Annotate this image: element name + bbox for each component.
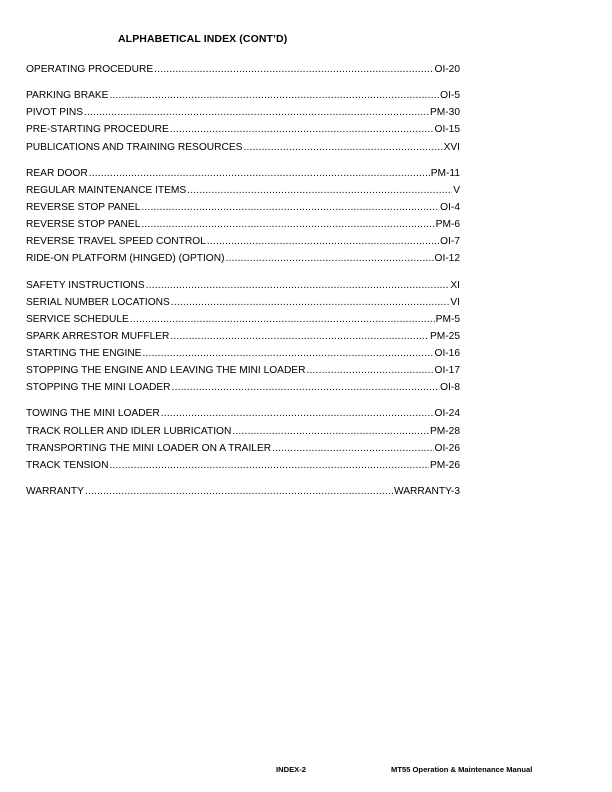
dot-leader bbox=[207, 233, 439, 250]
index-entry-label: SPARK ARRESTOR MUFFLER bbox=[26, 330, 170, 342]
index-entry-label: WARRANTY bbox=[26, 486, 84, 497]
index-entry-label: TRACK TENSION bbox=[26, 459, 109, 471]
index-entry-label: SERVICE SCHEDULE bbox=[26, 313, 129, 325]
index-group bbox=[26, 165, 460, 268]
dot-leader bbox=[243, 139, 442, 156]
index-entry bbox=[26, 250, 460, 267]
index-entry-label: RIDE-ON PLATFORM (HINGED) (OPTION) bbox=[26, 253, 225, 265]
dot-leader bbox=[232, 423, 429, 440]
dot-leader bbox=[141, 199, 439, 216]
dot-leader bbox=[130, 311, 435, 328]
index-entry bbox=[26, 216, 460, 233]
page-title: ALPHABETICAL INDEX (CONT’D) bbox=[118, 33, 288, 45]
index-entry-page: OI-12 bbox=[434, 253, 460, 265]
index-entry-page: OI-20 bbox=[434, 64, 460, 75]
index-entry-page: XVI bbox=[443, 141, 460, 153]
dot-leader bbox=[85, 483, 393, 500]
index-entry-label: SERIAL NUMBER LOCATIONS bbox=[26, 296, 170, 308]
dot-leader bbox=[272, 440, 433, 457]
index-entry-label: STARTING THE ENGINE bbox=[26, 347, 142, 359]
index-entry bbox=[26, 104, 460, 121]
index-entry-label: PIVOT PINS bbox=[26, 107, 83, 119]
index-entry bbox=[26, 440, 460, 457]
index-group bbox=[26, 87, 460, 155]
index-entry bbox=[26, 182, 460, 199]
index-entry-page: OI-4 bbox=[440, 202, 460, 214]
footer-page-label: INDEX-2 bbox=[276, 765, 306, 774]
index-group bbox=[26, 277, 460, 397]
index-entry-page: OI-17 bbox=[434, 365, 460, 377]
index-entry-label: STOPPING THE ENGINE AND LEAVING THE MINI LOADER bbox=[26, 365, 306, 377]
index-entry-label: TRACK ROLLER AND IDLER LUBRICATION bbox=[26, 425, 232, 437]
dot-leader bbox=[109, 87, 439, 104]
index-entry bbox=[26, 199, 460, 216]
index-entry bbox=[26, 87, 460, 104]
index-entry-page: WARRANTY-3 bbox=[393, 486, 460, 497]
index-entry-page: PM-30 bbox=[429, 107, 460, 119]
dot-leader bbox=[306, 362, 433, 379]
index-entry-page: PM-28 bbox=[429, 425, 460, 437]
index-entry-page: PM-25 bbox=[429, 330, 460, 342]
index-entry bbox=[26, 423, 460, 440]
index-group bbox=[26, 61, 460, 78]
index-entry-page: OI-15 bbox=[434, 124, 460, 136]
footer-manual-title: MT55 Operation & Maintenance Manual bbox=[391, 765, 533, 774]
index-entry-label: OPERATING PROCEDURE bbox=[26, 64, 154, 75]
index-entry bbox=[26, 457, 460, 474]
dot-leader bbox=[187, 182, 452, 199]
index-entry-page: OI-8 bbox=[440, 382, 460, 394]
index-entry-label: REAR DOOR bbox=[26, 167, 88, 179]
index-entry bbox=[26, 139, 460, 156]
index-entry-page: OI-16 bbox=[434, 347, 460, 359]
index-entry bbox=[26, 294, 460, 311]
index-entry-page: OI-7 bbox=[440, 236, 460, 248]
index-entry-label: PARKING BRAKE bbox=[26, 90, 109, 102]
index-entry-page: PM-11 bbox=[430, 167, 460, 179]
index-entry bbox=[26, 405, 460, 422]
index-group bbox=[26, 483, 460, 500]
dot-leader bbox=[109, 457, 429, 474]
index-entry-label: REVERSE STOP PANEL bbox=[26, 202, 141, 214]
dot-leader bbox=[89, 165, 430, 182]
alphabetical-index bbox=[26, 61, 460, 509]
index-entry-label: PRE-STARTING PROCEDURE bbox=[26, 124, 169, 136]
index-entry-label: REVERSE STOP PANEL bbox=[26, 219, 141, 231]
dot-leader bbox=[141, 216, 434, 233]
index-entry-page: VI bbox=[450, 296, 460, 308]
dot-leader bbox=[170, 328, 429, 345]
index-entry-label: REVERSE TRAVEL SPEED CONTROL bbox=[26, 236, 206, 248]
index-entry bbox=[26, 483, 460, 500]
dot-leader bbox=[171, 294, 450, 311]
index-entry bbox=[26, 61, 460, 78]
dot-leader bbox=[142, 345, 433, 362]
index-entry bbox=[26, 362, 460, 379]
dot-leader bbox=[146, 277, 450, 294]
index-entry-label: TRANSPORTING THE MINI LOADER ON A TRAILER bbox=[26, 442, 272, 454]
index-entry-page: OI-5 bbox=[440, 90, 460, 102]
index-entry bbox=[26, 345, 460, 362]
index-group bbox=[26, 405, 460, 473]
index-entry bbox=[26, 311, 460, 328]
index-entry-page: PM-6 bbox=[435, 219, 460, 231]
index-entry-page: PM-26 bbox=[429, 459, 460, 471]
dot-leader bbox=[84, 104, 429, 121]
index-entry-label: REGULAR MAINTENANCE ITEMS bbox=[26, 184, 187, 196]
dot-leader bbox=[170, 121, 434, 138]
index-entry-page: PM-5 bbox=[435, 313, 460, 325]
index-entry-label: SAFETY INSTRUCTIONS bbox=[26, 279, 145, 291]
index-entry-page: V bbox=[453, 184, 460, 196]
index-entry bbox=[26, 277, 460, 294]
dot-leader bbox=[161, 405, 434, 422]
dot-leader bbox=[172, 379, 440, 396]
index-entry bbox=[26, 165, 460, 182]
index-entry-label: TOWING THE MINI LOADER bbox=[26, 408, 160, 420]
index-entry bbox=[26, 379, 460, 396]
index-entry-page: XI bbox=[450, 279, 460, 291]
index-entry bbox=[26, 233, 460, 250]
index-entry bbox=[26, 328, 460, 345]
dot-leader bbox=[225, 250, 433, 267]
index-entry-page: OI-24 bbox=[434, 408, 460, 420]
index-entry-page: OI-26 bbox=[434, 442, 460, 454]
index-entry-label: PUBLICATIONS AND TRAINING RESOURCES bbox=[26, 141, 243, 153]
index-entry-label: STOPPING THE MINI LOADER bbox=[26, 382, 171, 394]
index-entry bbox=[26, 121, 460, 138]
dot-leader bbox=[154, 61, 433, 78]
